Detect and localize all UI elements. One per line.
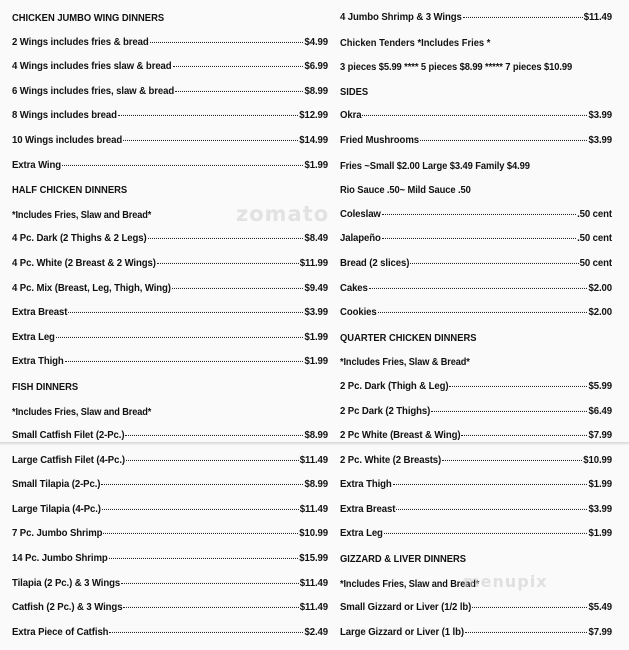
- dot-leader: [393, 484, 588, 485]
- menu-item-name: Extra Breast: [340, 503, 396, 516]
- dot-leader: [150, 42, 304, 43]
- menu-item-price: $2.00: [588, 282, 612, 294]
- menu-text-line-fries-small-2-00-large-3-49-family-4-99: [340, 153, 612, 179]
- dot-leader: [56, 337, 304, 338]
- menu-item: [12, 473, 328, 499]
- dot-leader: [465, 632, 588, 633]
- menu-item-price: $8.99: [304, 478, 328, 491]
- dot-leader: [102, 509, 299, 510]
- menu-item-name: Extra Piece of Catfish: [12, 626, 109, 639]
- scan-seam: [0, 442, 629, 445]
- menu-item: [12, 104, 328, 130]
- menu-item-price: $6.49: [588, 405, 612, 417]
- dot-leader: [431, 410, 587, 411]
- menu-item-price: $15.99: [299, 552, 328, 565]
- menu-item-price: $7.99: [588, 626, 612, 639]
- menu-item: [12, 522, 328, 548]
- menu-item-price: $11.49: [299, 454, 328, 466]
- menu-item-name: Fried Mushrooms: [340, 134, 419, 147]
- menu-item-name: Catfish (2 Pc.) & 3 Wings: [12, 601, 123, 614]
- menu-item: [12, 423, 328, 449]
- menu-item-price: $11.99: [299, 257, 328, 270]
- menu-item-price: $11.49: [583, 11, 612, 24]
- menu-item-price: $3.99: [588, 134, 612, 147]
- menu-item: [12, 571, 328, 597]
- menu-item-name: 6 Wings includes fries, slaw & bread: [12, 85, 175, 98]
- menu-item-price: $2.49: [304, 626, 328, 639]
- menu-item-price: $2.00: [588, 306, 612, 319]
- menu-text-line-text: Rio Sauce .50~ Mild Sauce .50: [340, 183, 471, 196]
- right-menu-column: [340, 6, 612, 645]
- menu-item: [12, 325, 328, 351]
- menu-item-price: $10.99: [583, 454, 612, 466]
- menu-text-line-text: 3 pieces $5.99 **** 5 pieces $8.99 ***** 7 pieces $10.99: [340, 60, 573, 73]
- section-note-text: *Includes Fries, Slaw and Bread*: [12, 406, 152, 417]
- section-note-text: *Includes Fries, Slaw & Bread*: [340, 357, 470, 368]
- left-menu-column: [12, 6, 328, 645]
- dot-leader: [173, 66, 304, 67]
- dot-leader: [420, 140, 587, 141]
- menu-item: [340, 423, 612, 449]
- menu-item-price: .50 cent: [577, 208, 612, 220]
- dot-leader: [121, 583, 299, 584]
- menu-item-name: 10 Wings includes bread: [12, 134, 123, 147]
- dot-leader: [410, 263, 578, 264]
- dot-leader: [148, 238, 304, 239]
- menu-item: [12, 153, 328, 179]
- dot-leader: [382, 238, 576, 239]
- menu-item: [340, 374, 612, 400]
- dot-leader: [396, 509, 587, 510]
- menu-text-line-3-pieces-5-99-5-pieces-8-99-7-pieces-10-: [340, 55, 612, 81]
- menu-item: [340, 399, 612, 425]
- menu-item-name: 7 Pc. Jumbo Shrimp: [12, 528, 103, 540]
- menu-item-name: 2 Pc White (Breast & Wing): [340, 429, 461, 442]
- menu-item: [340, 251, 612, 277]
- menu-item-name: 2 Wings includes fries & bread: [12, 36, 149, 48]
- section-header-chicken-jumbo-wing-dinners: [12, 5, 328, 31]
- menu-item-name: 2 Pc Dark (2 Thighs): [340, 405, 431, 417]
- menu-item-name: Coleslaw: [340, 208, 381, 220]
- menu-item: [12, 497, 328, 523]
- menu-item: [12, 227, 328, 253]
- menu-item-price: $11.49: [299, 503, 328, 516]
- menu-item: [340, 104, 612, 130]
- menu-item-price: $8.49: [304, 233, 328, 245]
- menu-item-price: 50 cent: [579, 257, 612, 270]
- menu-item: [12, 55, 328, 81]
- watermark-primary: zomato: [236, 202, 330, 226]
- menu-item: [340, 128, 612, 154]
- dot-leader: [442, 460, 582, 461]
- menu-item-price: $1.99: [304, 355, 328, 368]
- section-header-text: SIDES: [340, 85, 369, 98]
- menu-text-line-rio-sauce-50-mild-sauce-50: [340, 178, 612, 204]
- menu-item: [12, 128, 328, 154]
- dot-leader: [461, 435, 587, 436]
- menu-item-name: Small Gizzard or Liver (1/2 lb): [340, 601, 472, 614]
- menu-item-name: Extra Leg: [340, 528, 383, 540]
- menu-item-name: 4 Wings includes fries slaw & bread: [12, 60, 172, 73]
- menu-item-price: $3.99: [588, 503, 612, 516]
- section-header-text: Chicken Tenders *Includes Fries *: [340, 36, 491, 48]
- menu-item: [340, 473, 612, 499]
- menu-item: [340, 301, 612, 327]
- menu-item: [12, 79, 328, 105]
- dot-leader: [384, 533, 588, 534]
- menu-item-name: 4 Jumbo Shrimp & 3 Wings: [340, 11, 462, 24]
- menu-item: [12, 350, 328, 376]
- section-note-text: *Includes Fries, Slaw and Bread*: [340, 578, 480, 589]
- dot-leader: [125, 435, 303, 436]
- dot-leader: [126, 460, 299, 461]
- dot-leader: [103, 533, 298, 534]
- menu-item: [340, 202, 612, 228]
- menu-item-name: Extra Thigh: [12, 355, 64, 368]
- menu-item: [340, 448, 612, 474]
- section-header-text: QUARTER CHICKEN DINNERS: [340, 331, 477, 343]
- dot-leader: [109, 558, 299, 559]
- menu-item: [12, 448, 328, 474]
- dot-leader: [449, 386, 587, 387]
- menu-item: [340, 620, 612, 646]
- menu-item-price: $3.99: [588, 110, 612, 122]
- menu-item: [340, 276, 612, 302]
- menu-item-price: .50 cent: [577, 233, 612, 245]
- menu-item-name: Small Catfish Filet (2-Pc.): [12, 429, 125, 442]
- menu-item-name: 2 Pc. White (2 Breasts): [340, 454, 442, 466]
- dot-leader: [378, 312, 588, 313]
- menu-item-name: Extra Leg: [12, 331, 55, 343]
- menu-item-price: $4.99: [304, 36, 328, 48]
- dot-leader: [68, 312, 303, 313]
- watermark-secondary: menupix: [463, 572, 548, 591]
- dot-leader: [101, 484, 303, 485]
- menu-text-line-text: Fries ~Small $2.00 Large $3.49 Family $4.99: [340, 159, 530, 171]
- menu-item-name: Large Gizzard or Liver (1 lb): [340, 626, 464, 639]
- section-header-text: FISH DINNERS: [12, 380, 79, 393]
- dot-leader: [118, 115, 298, 116]
- section-header-half-chicken-dinners: [12, 178, 328, 204]
- section-note-text: *Includes Fries, Slaw and Bread*: [12, 209, 152, 220]
- dot-leader: [362, 115, 587, 116]
- section-header-text: CHICKEN JUMBO WING DINNERS: [12, 11, 165, 24]
- menu-item-name: Extra Wing: [12, 159, 62, 171]
- menu-item: [340, 5, 612, 31]
- menu-item-price: $9.49: [304, 282, 328, 294]
- dot-leader: [172, 287, 304, 288]
- menu-item-name: Cookies: [340, 306, 377, 319]
- menu-item-price: $7.99: [588, 429, 612, 442]
- menu-item: [340, 497, 612, 523]
- menu-item: [12, 30, 328, 56]
- menu-item-name: 2 Pc. Dark (Thigh & Leg): [340, 380, 449, 393]
- section-header-text: GIZZARD & LIVER DINNERS: [340, 552, 467, 565]
- menu-item-price: $1.99: [304, 331, 328, 343]
- menu-item-name: Cakes: [340, 282, 368, 294]
- menu-item-price: $11.49: [299, 577, 328, 589]
- menu-item: [340, 227, 612, 253]
- section-header-gizzard-liver-dinners: [340, 546, 612, 572]
- dot-leader: [463, 17, 583, 18]
- menu-item-name: 4 Pc. Dark (2 Thighs & 2 Legs): [12, 233, 147, 245]
- menu-item-price: $5.49: [588, 601, 612, 614]
- menu-item: [12, 620, 328, 646]
- dot-leader: [369, 287, 588, 288]
- section-header-sides: [340, 79, 612, 105]
- menu-item-name: Bread (2 slices): [340, 257, 410, 270]
- menu-item-price: $1.99: [588, 478, 612, 491]
- section-note-includes-fries-slaw-and-bread: [12, 399, 328, 425]
- menu-item-price: $8.99: [304, 429, 328, 442]
- menu-item-price: $3.99: [304, 306, 328, 319]
- section-header-text: HALF CHICKEN DINNERS: [12, 183, 128, 196]
- menu-item: [12, 546, 328, 572]
- menu-item-price: $1.99: [304, 159, 328, 171]
- menu-item: [12, 276, 328, 302]
- dot-leader: [65, 361, 304, 362]
- menu-item-name: Tilapia (2 Pc.) & 3 Wings: [12, 577, 121, 589]
- menu-item-name: Jalapeño: [340, 233, 381, 245]
- dot-leader: [472, 607, 587, 608]
- section-header-chicken-tenders-includes-fries: [340, 30, 612, 56]
- menu-item-price: $8.99: [304, 85, 328, 98]
- dot-leader: [382, 214, 576, 215]
- menu-item: [12, 301, 328, 327]
- menu-item-name: 14 Pc. Jumbo Shrimp: [12, 552, 108, 565]
- section-header-fish-dinners: [12, 374, 328, 400]
- dot-leader: [109, 632, 303, 633]
- menu-item: [340, 596, 612, 622]
- menu-item-price: $11.49: [299, 601, 328, 614]
- dot-leader: [123, 140, 298, 141]
- menu-item-name: Extra Thigh: [340, 478, 392, 491]
- menu-item-name: 4 Pc. Mix (Breast, Leg, Thigh, Wing): [12, 282, 171, 294]
- menu-item: [12, 251, 328, 277]
- menu-item-price: $5.99: [588, 380, 612, 393]
- dot-leader: [175, 91, 303, 92]
- menu-item-price: $10.99: [299, 528, 328, 540]
- menu-item-price: $12.99: [299, 110, 328, 122]
- menu-item-name: Okra: [340, 110, 362, 122]
- menu-item-name: 4 Pc. White (2 Breast & 2 Wings): [12, 257, 156, 270]
- menu-item-name: Extra Breast: [12, 306, 68, 319]
- menu-item-name: 8 Wings includes bread: [12, 110, 117, 122]
- menu-item-price: $14.99: [299, 134, 328, 147]
- dot-leader: [62, 164, 303, 165]
- menu-item: [12, 596, 328, 622]
- dot-leader: [157, 263, 299, 264]
- menu-item-price: $1.99: [588, 528, 612, 540]
- menu-item-name: Small Tilapia (2-Pc.): [12, 478, 101, 491]
- section-header-quarter-chicken-dinners: [340, 325, 612, 351]
- menu-item-name: Large Catfish Filet (4-Pc.): [12, 454, 125, 466]
- menu-item: [340, 522, 612, 548]
- menu-item-price: $6.99: [304, 60, 328, 73]
- dot-leader: [123, 607, 298, 608]
- section-note-includes-fries-slaw-bread: [340, 350, 612, 376]
- menu-item-name: Large Tilapia (4-Pc.): [12, 503, 101, 516]
